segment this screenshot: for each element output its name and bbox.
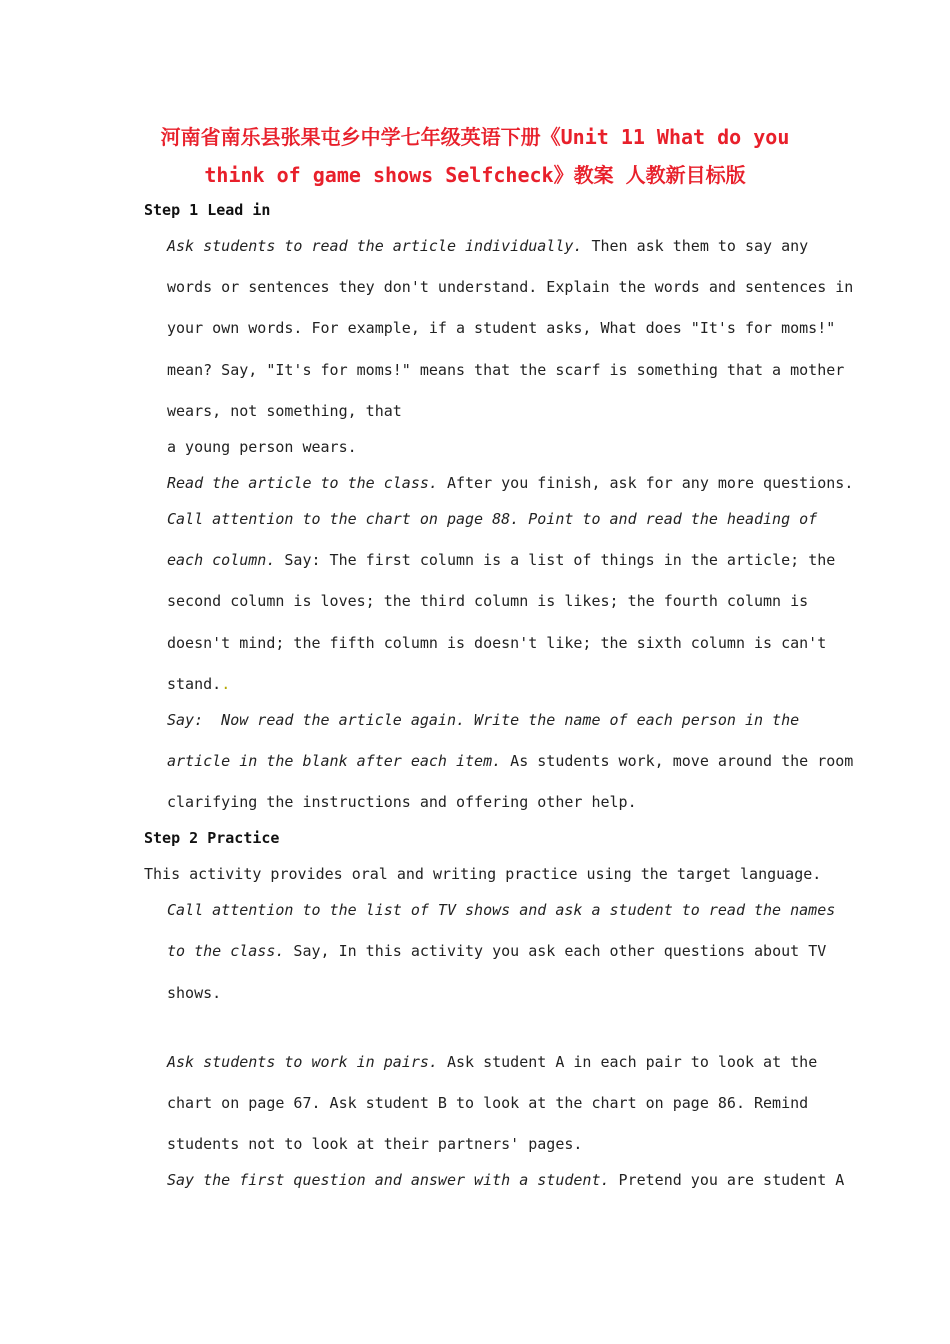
step1-p4-line2 <box>167 751 853 771</box>
step1-p2-line1 <box>167 473 853 493</box>
step1-heading: Step 1 Lead in <box>144 201 271 219</box>
step2-p2-instruction: Ask students to work in pairs. <box>167 1053 438 1071</box>
step1-p1-line2: words or sentences they don't understand. Explain the words and sentences in <box>167 278 854 296</box>
step2-p2-text: Ask student A in each pair to look at the <box>437 1053 818 1071</box>
step1-p1-line1 <box>167 236 808 256</box>
step2-p3-text: Pretend you are student A <box>609 1171 845 1189</box>
decorative-dot: . <box>221 675 231 693</box>
step2-p3-instruction: Say the first question and answer with a student. <box>167 1171 610 1189</box>
step1-p4-instruction-2: article in the blank after each item. <box>167 752 502 770</box>
step1-p3-instruction-1: Call attention to the chart on page 88. Point to and read the heading of <box>167 510 818 528</box>
step2-p1-line1 <box>167 900 835 920</box>
step1-p3-text: Say: The first column is a list of things in the article; the <box>275 551 836 569</box>
step2-intro: This activity provides oral and writing practice using the target language. <box>144 865 822 883</box>
step1-p3-line3: second column is loves; the third column is likes; the fourth column is <box>167 592 809 610</box>
step1-p1-line6: a young person wears. <box>167 438 357 456</box>
step2-p1-line3: shows. <box>167 984 222 1002</box>
step2-p2-line1 <box>167 1052 817 1072</box>
document-title <box>100 118 850 194</box>
step1-p1-text: Then ask them to say any <box>582 237 809 255</box>
step1-p4-instruction-1: Say: Now read the article again. Write the name of each person in the <box>167 711 800 729</box>
title-line-1: 河南省南乐县张果屯乡中学七年级英语下册《Unit 11 What do you <box>160 125 790 149</box>
step1-p1-line3: your own words. For example, if a student asks, What does "It's for moms!" <box>167 319 836 337</box>
step1-p4-line1 <box>167 710 799 730</box>
title-line-2: think of game shows Selfcheck》教案 人教新目标版 <box>204 163 746 187</box>
step2-p2-line2: chart on page 67. Ask student B to look at the chart on page 86. Remind <box>167 1094 809 1112</box>
step2-heading: Step 2 Practice <box>144 829 280 847</box>
step2-p1-line2 <box>167 941 826 961</box>
step1-p1-line4: mean? Say, "It's for moms!" means that the scarf is something that a mother <box>167 361 845 379</box>
step1-p2-instruction: Read the article to the class. <box>167 474 438 492</box>
step1-p4-text: As students work, move around the room <box>501 752 854 770</box>
step1-p4-line3: clarifying the instructions and offering other help. <box>167 793 637 811</box>
step1-p3-line5 <box>167 674 230 694</box>
step2-p1-instruction-2: to the class. <box>167 942 285 960</box>
step1-p1-instruction: Ask students to read the article individually. <box>167 237 583 255</box>
step1-p1-line5: wears, not something, that <box>167 402 402 420</box>
step2-p3-line1 <box>167 1170 844 1190</box>
step2-p1-instruction-1: Call attention to the list of TV shows and ask a student to read the names <box>167 901 836 919</box>
step1-p2-text: After you finish, ask for any more questions. <box>437 474 854 492</box>
step1-p3-line2 <box>167 550 835 570</box>
step1-p3-line4: doesn't mind; the fifth column is doesn't like; the sixth column is can't <box>167 634 827 652</box>
step2-p1-text: Say, In this activity you ask each other questions about TV <box>284 942 827 960</box>
step2-p2-line3: students not to look at their partners' pages. <box>167 1135 583 1153</box>
step1-p3-instruction-2: each column. <box>167 551 276 569</box>
step1-p3-line1 <box>167 509 817 529</box>
step1-p3-text-end: stand. <box>167 675 222 693</box>
